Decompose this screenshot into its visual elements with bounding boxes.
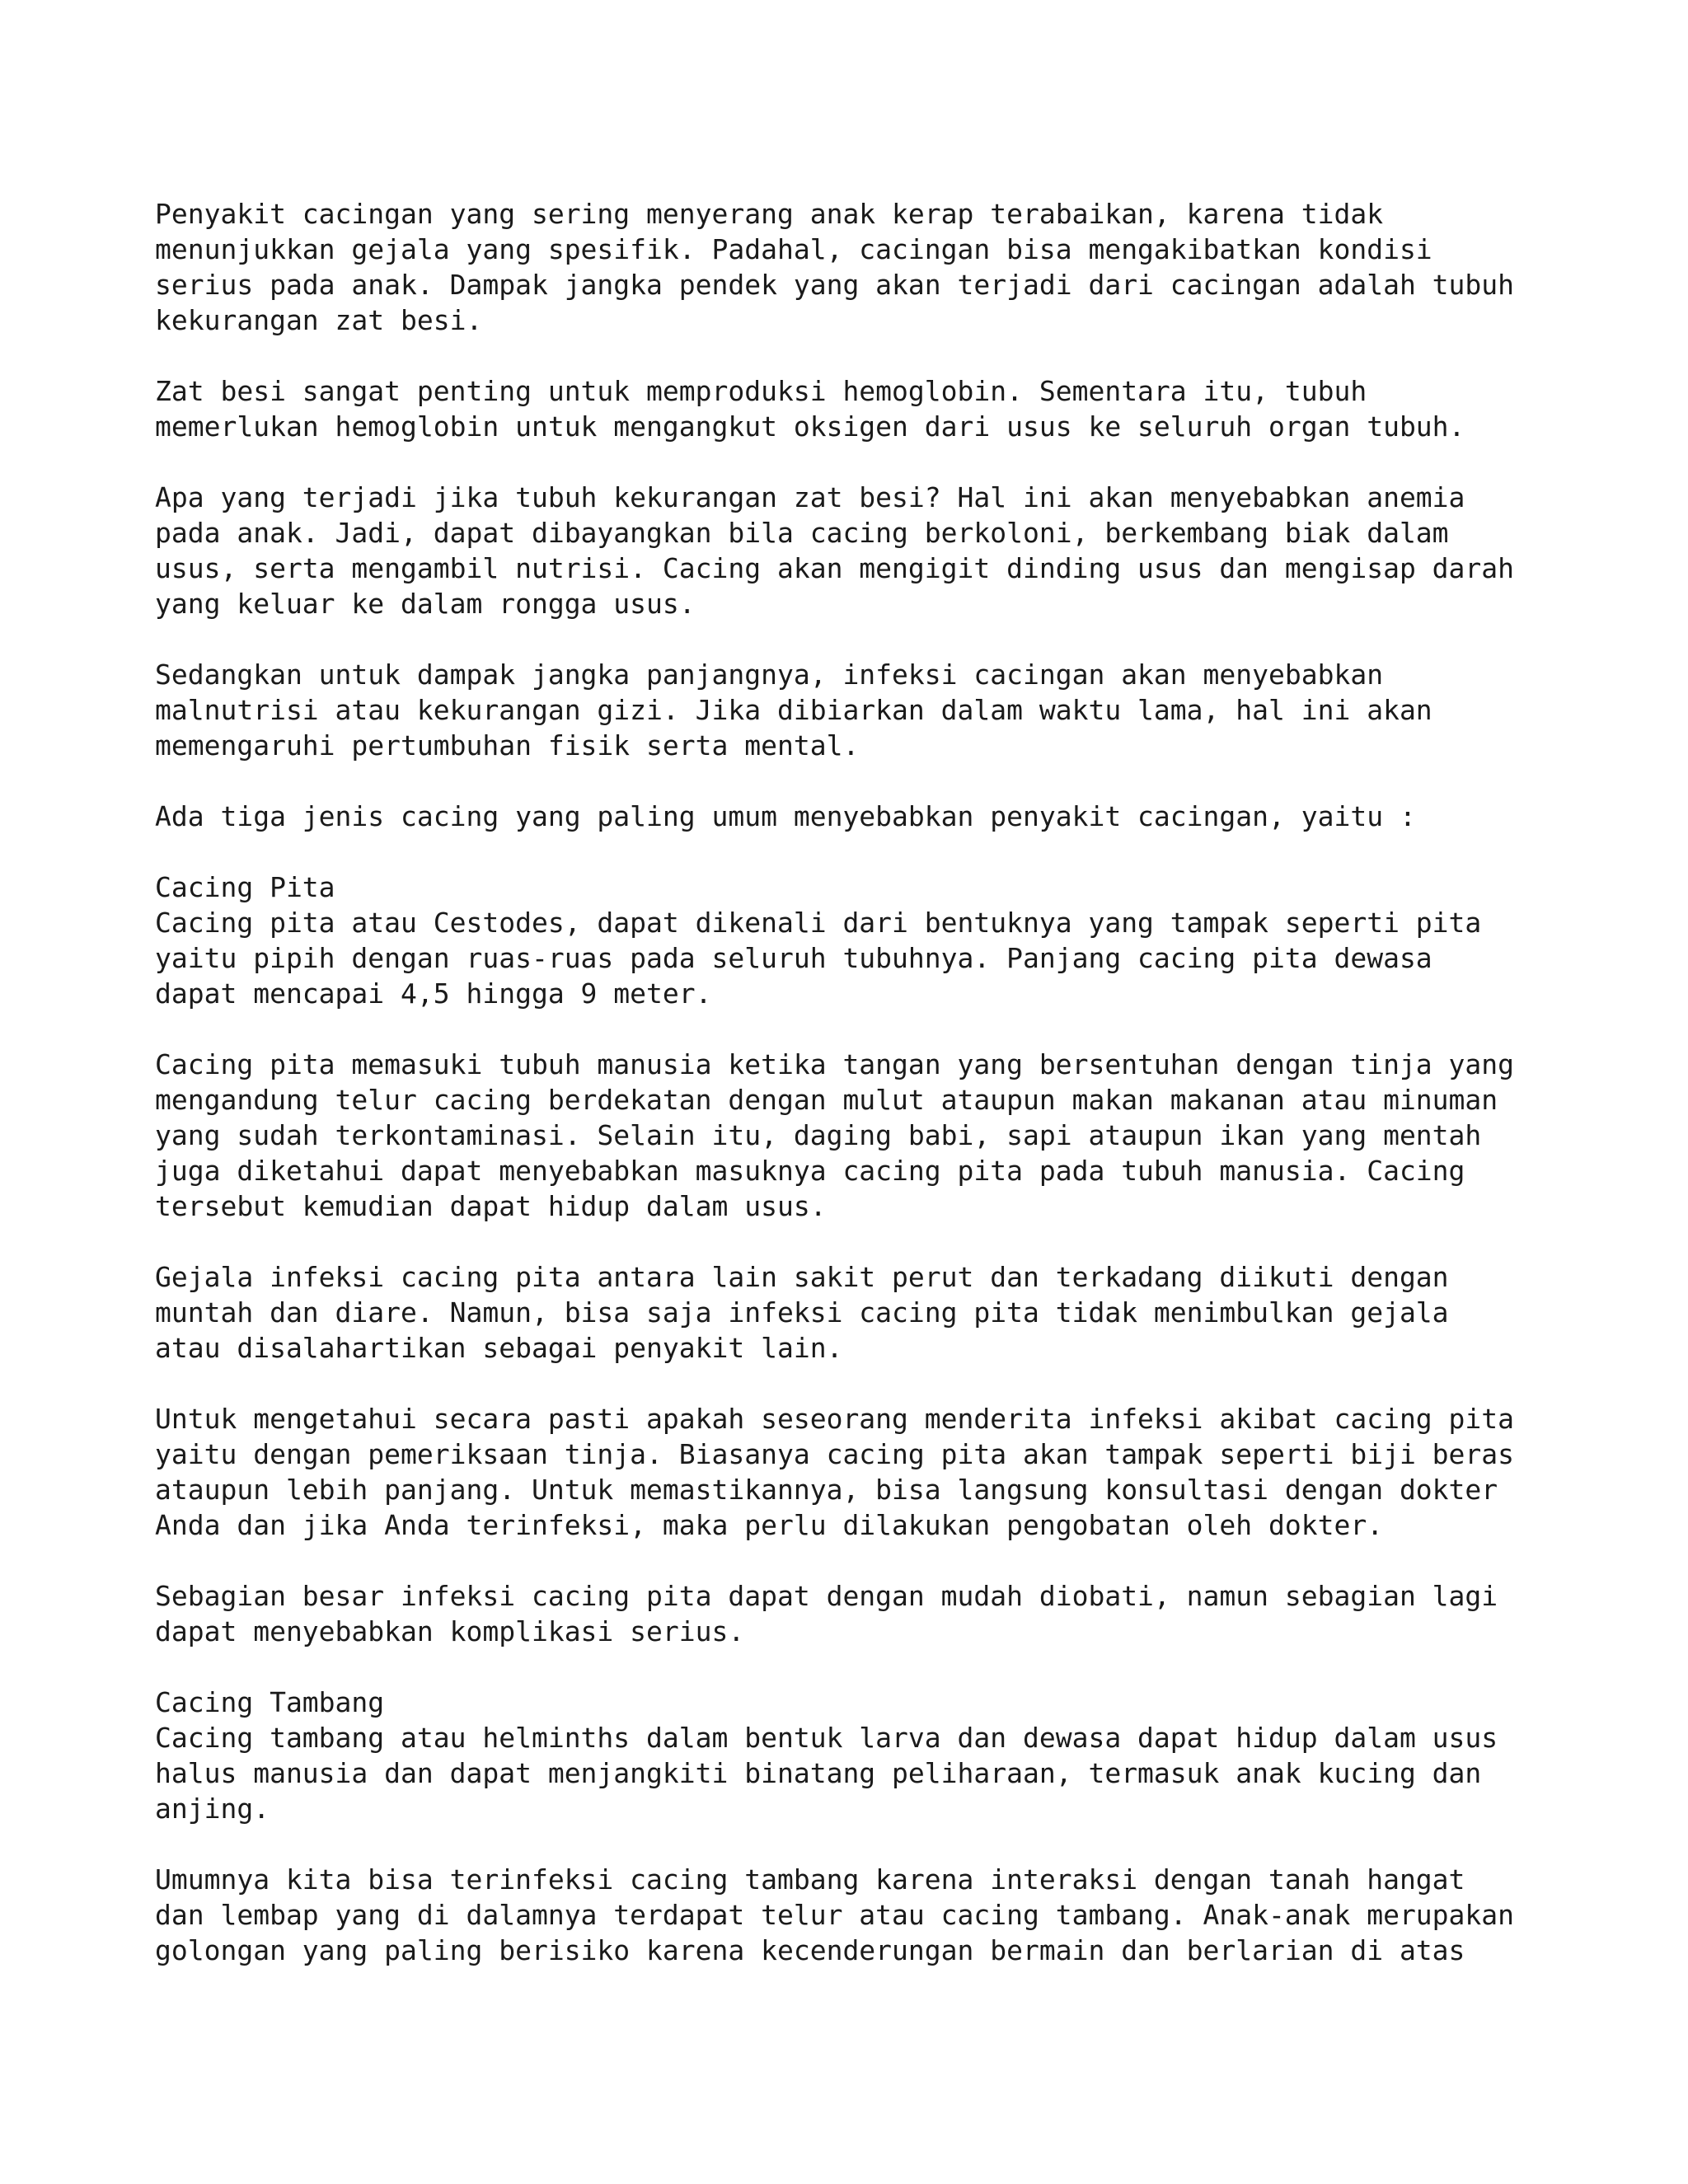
document-body (155, 196, 1540, 1968)
paragraph-pita-gejala: Gejala infeksi cacing pita antara lain sakit perut dan terkadang diikuti dengan muntah dan diare. Namun, bisa saja infeksi cacing pita tidak menimbulkan gejala atau disalahartikan sebagai penyakit lain. (155, 1261, 1449, 1364)
paragraph-anemia: Apa yang terjadi jika tubuh kekurangan zat besi? Hal ini akan menyebabkan anemia pada anak. Jadi, dapat dibayangkan bila cacing berkoloni, berkembang biak dalam usus, serta mengambil nutrisi. Cacing akan mengigit dinding usus dan mengisap darah yang keluar ke dalam rongga usus. (155, 481, 1515, 620)
paragraph-pita-pemeriksaan: Untuk mengetahui secara pasti apakah seseorang menderita infeksi akibat cacing pita yaitu dengan pemeriksaan tinja. Biasanya cacing pita akan tampak seperti biji beras ataupun lebih panjang. Untuk memastikannya, bisa langsung konsultasi dengan dokter Anda dan jika Anda terinfeksi, maka perlu dilakukan pengobatan oleh dokter. (155, 1403, 1515, 1541)
paragraph-cacing-pita: Cacing Pita Cacing pita atau Cestodes, dapat dikenali dari bentuknya yang tampak seperti pita yaitu pipih dengan ruas-ruas pada seluruh tubuhnya. Panjang cacing pita dewasa dapat mencapai 4,5 hingga 9 meter. (155, 871, 1482, 1010)
paragraph-intro: Penyakit cacingan yang sering menyerang anak kerap terabaikan, karena tidak menunjukkan gejala yang spesifik. Padahal, cacingan bisa mengakibatkan kondisi serius pada anak. Dampak jangka pendek yang akan terjadi dari cacingan adalah tubuh kekurangan zat besi. (155, 198, 1515, 336)
paragraph-tambang-infeksi: Umumnya kita bisa terinfeksi cacing tambang karena interaksi dengan tanah hangat dan lembap yang di dalamnya terdapat telur atau cacing tambang. Anak-anak merupakan golongan yang paling berisiko karena kecenderungan bermain dan berlarian di atas (155, 1863, 1515, 1966)
paragraph-pita-pengobatan: Sebagian besar infeksi cacing pita dapat dengan mudah diobati, namun sebagian lagi dapat menyebabkan komplikasi serius. (155, 1580, 1498, 1647)
paragraph-tiga-jenis: Ada tiga jenis cacing yang paling umum menyebabkan penyakit cacingan, yaitu : (155, 800, 1416, 832)
paragraph-jangka-panjang: Sedangkan untuk dampak jangka panjangnya, infeksi cacingan akan menyebabkan malnutrisi atau kekurangan gizi. Jika dibiarkan dalam waktu lama, hal ini akan memengaruhi pertumbuhan fisik serta mental. (155, 658, 1432, 762)
paragraph-pita-masuk: Cacing pita memasuki tubuh manusia ketika tangan yang bersentuhan dengan tinja yang mengandung telur cacing berdekatan dengan mulut ataupun makan makanan atau minuman yang sudah terkontaminasi. Selain itu, daging babi, sapi ataupun ikan yang mentah juga diketahui dapat menyebabkan masuknya cacing pita pada tubuh manusia. Cacing tersebut kemudian dapat hidup dalam usus. (155, 1048, 1515, 1222)
paragraph-cacing-tambang: Cacing Tambang Cacing tambang atau helminths dalam bentuk larva dan dewasa dapat hidup dalam usus halus manusia dan dapat menjangkiti binatang peliharaan, termasuk anak kucing dan anjing. (155, 1686, 1498, 1825)
paragraph-zat-besi: Zat besi sangat penting untuk memproduksi hemoglobin. Sementara itu, tubuh memerlukan hemoglobin untuk mengangkut oksigen dari usus ke seluruh organ tubuh. (155, 375, 1465, 443)
